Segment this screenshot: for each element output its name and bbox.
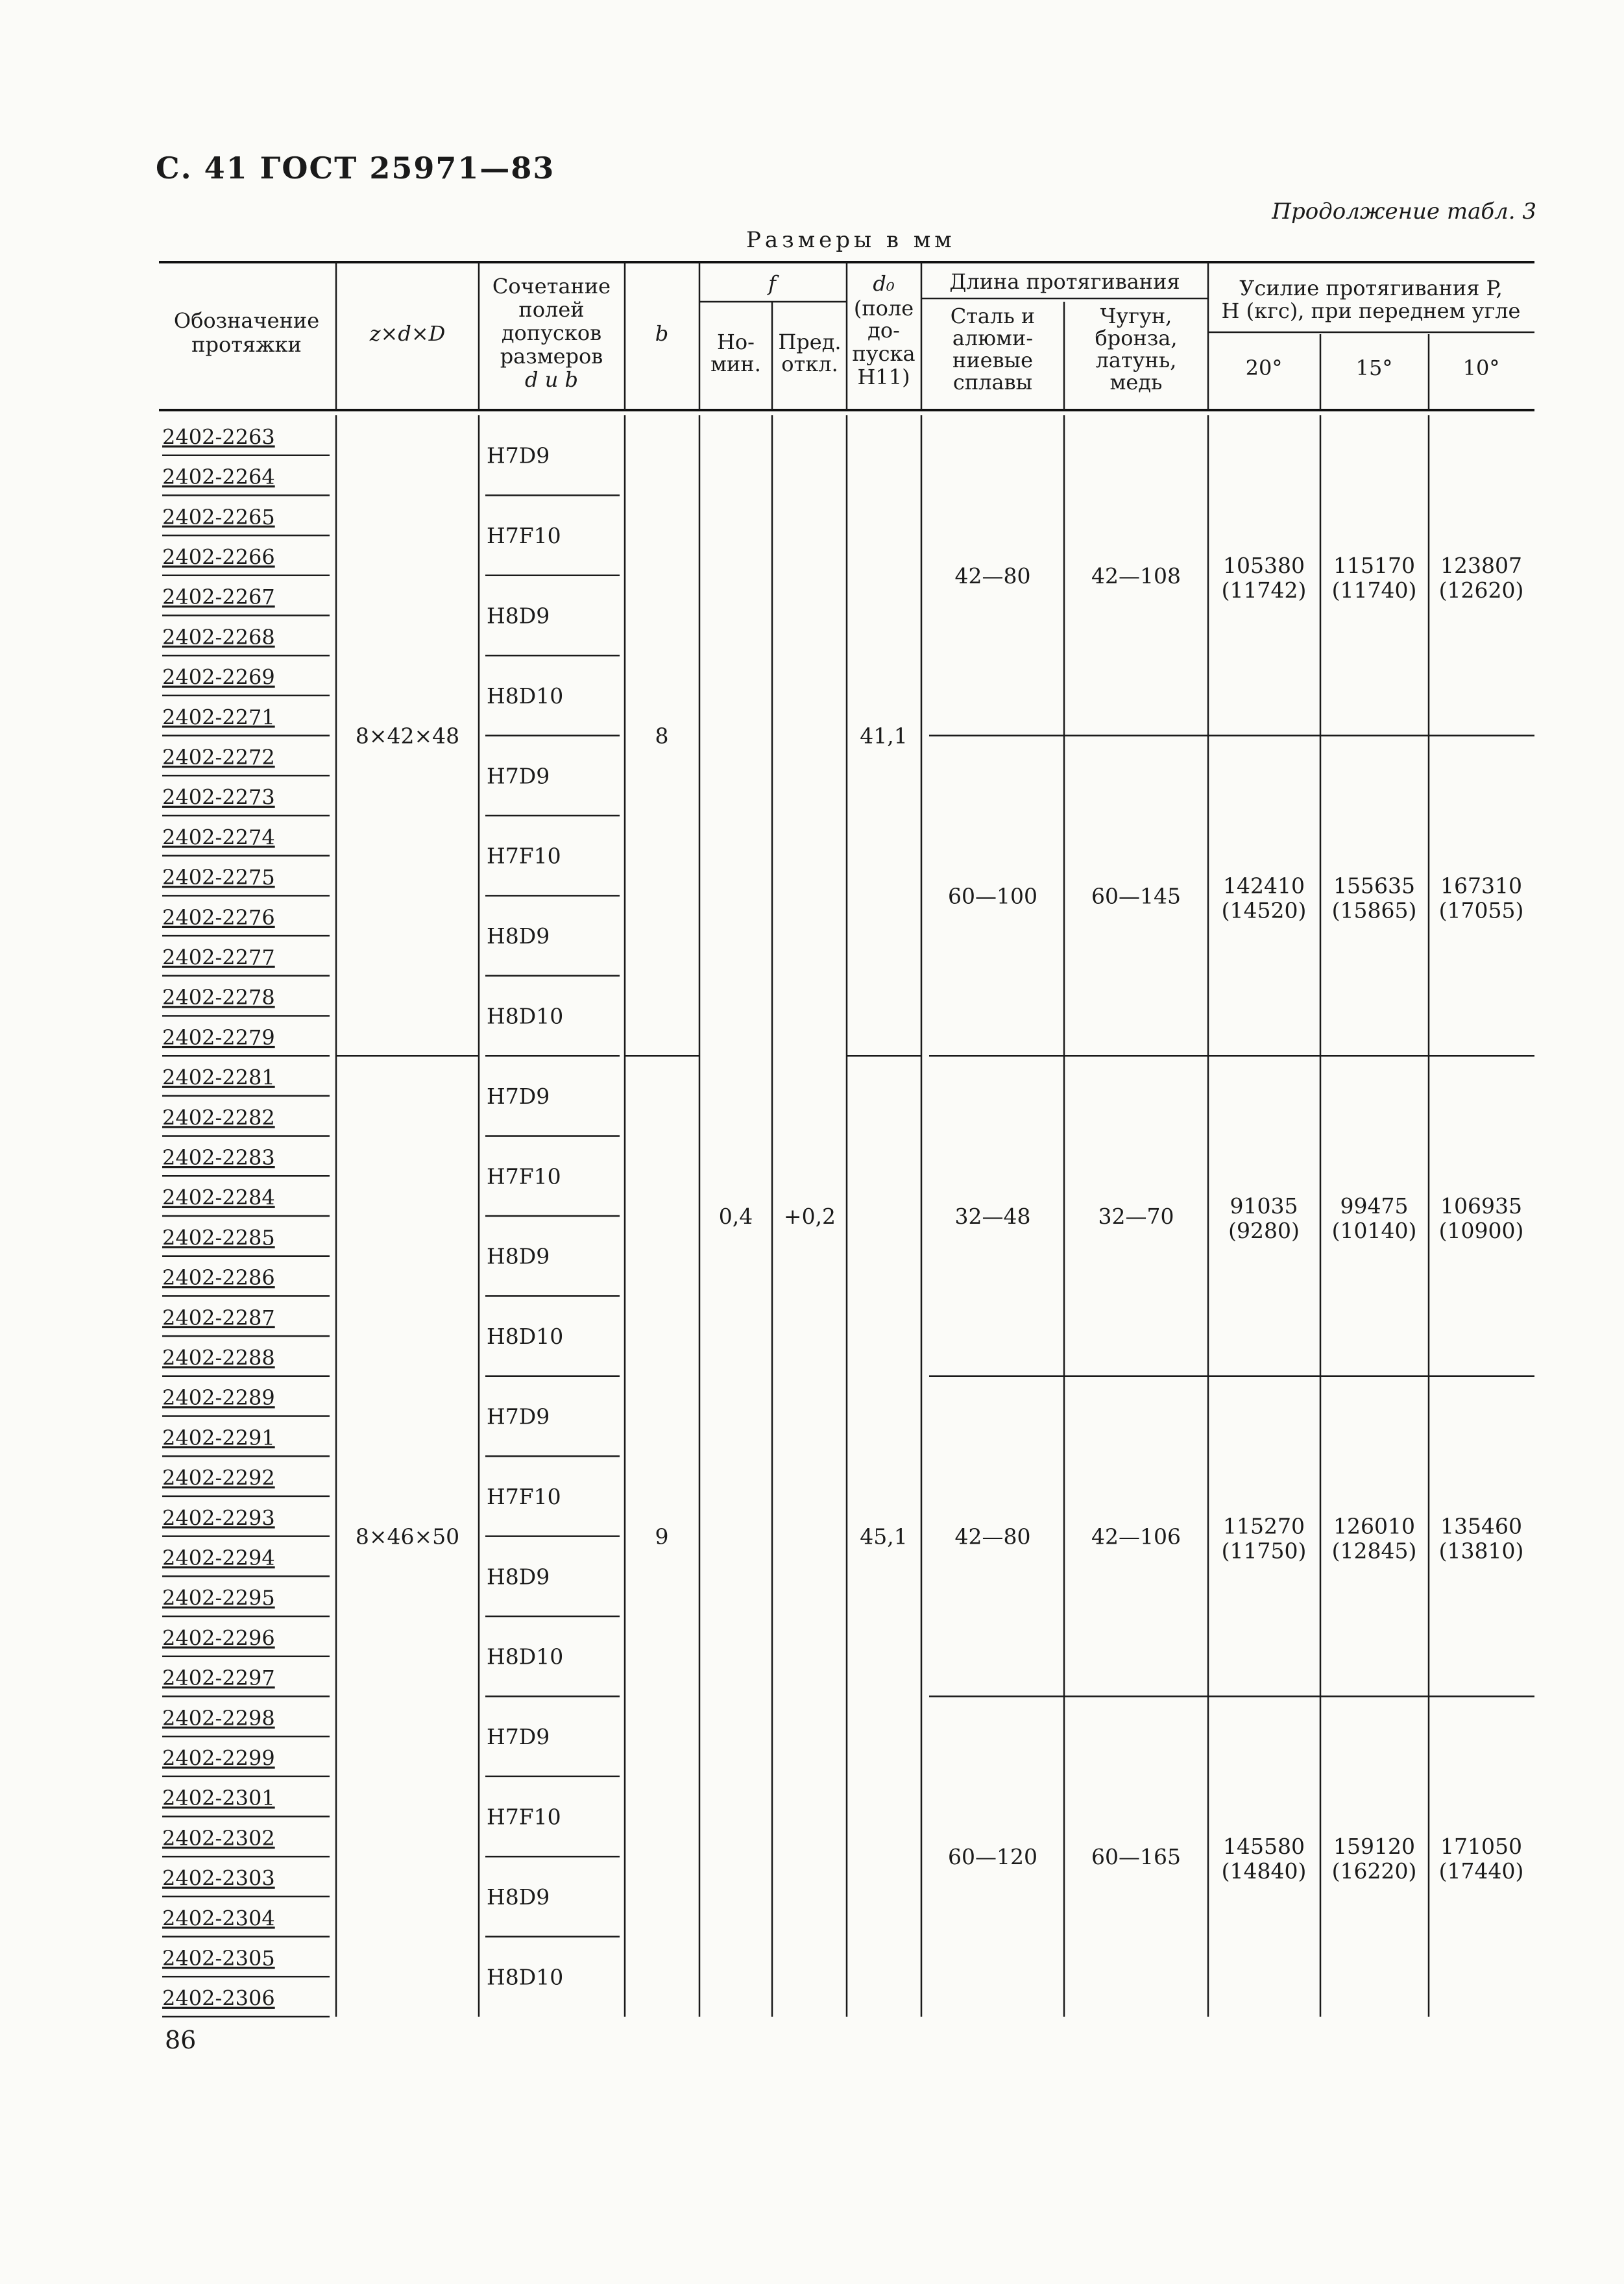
force-10-newton: 167310	[1440, 873, 1522, 899]
d0-value: 45,1	[860, 1524, 908, 1549]
col-designation-line-2: протяжки	[191, 332, 302, 357]
units-caption: Размеры в мм	[746, 227, 956, 253]
col-f-nom-1: Но-	[717, 330, 755, 354]
designation-code: 2402-2287	[162, 1305, 275, 1330]
col-d0-3: до-	[867, 318, 900, 343]
col-angle-20: 20°	[1245, 356, 1283, 380]
col-iron-4: медь	[1109, 370, 1163, 395]
length-iron-value: 42—108	[1091, 563, 1181, 589]
page-title: С. 41 ГОСТ 25971—83	[156, 151, 555, 186]
force-10-kgf: (13810)	[1438, 1538, 1524, 1564]
tolerance-cell: H7D9	[487, 1724, 550, 1750]
force-10-newton: 106935	[1440, 1193, 1522, 1219]
force-15-kgf: (12845)	[1331, 1538, 1417, 1564]
b-value: 8	[655, 723, 669, 749]
designation-code: 2402-2285	[162, 1225, 275, 1250]
designation-code: 2402-2284	[162, 1185, 275, 1210]
force-10-kgf: (10900)	[1438, 1218, 1524, 1243]
col-zdD: z×d×D	[369, 321, 446, 346]
col-tolerance-line-3: допусков	[501, 321, 602, 345]
designation-code: 2402-2286	[162, 1265, 275, 1291]
col-tolerance-line-5: d и b	[525, 367, 578, 392]
zdD-value: 8×46×50	[355, 1524, 460, 1549]
tolerance-cell: H8D9	[487, 603, 550, 629]
col-f: f	[768, 271, 776, 296]
length-steel-value: 32—48	[954, 1204, 1031, 1229]
designation-code: 2402-2304	[162, 1906, 275, 1931]
designation-code: 2402-2298	[162, 1705, 275, 1731]
col-iron-3: латунь,	[1095, 348, 1177, 372]
table-continuation-label: Продолжение табл. 3	[1272, 199, 1536, 225]
col-f-nom-2: мин.	[710, 352, 761, 376]
force-10-kgf: (12620)	[1438, 577, 1524, 603]
force-15-kgf: (15865)	[1331, 897, 1417, 923]
designation-code: 2402-2302	[162, 1825, 275, 1851]
designation-code: 2402-2299	[162, 1745, 275, 1771]
length-iron-value: 60—145	[1091, 883, 1181, 909]
force-10-newton: 135460	[1440, 1513, 1522, 1539]
designation-code: 2402-2292	[162, 1465, 275, 1490]
force-20-newton: 115270	[1223, 1513, 1305, 1539]
force-10-newton: 171050	[1440, 1834, 1522, 1860]
designation-code: 2402-2301	[162, 1786, 275, 1811]
length-steel-value: 60—100	[948, 883, 1037, 909]
col-length-group: Длина протягивания	[949, 269, 1180, 294]
designation-code: 2402-2281	[162, 1065, 275, 1090]
tolerance-cell: H8D9	[487, 1884, 550, 1910]
col-angle-15: 15°	[1355, 356, 1393, 380]
force-10-kgf: (17440)	[1438, 1858, 1524, 1884]
force-15-newton: 115170	[1333, 552, 1415, 578]
length-iron-value: 42—106	[1091, 1524, 1181, 1549]
force-20-kgf: (11750)	[1221, 1538, 1307, 1564]
table-body	[162, 415, 1534, 2017]
force-15-newton: 155635	[1333, 873, 1415, 899]
force-20-newton: 142410	[1223, 873, 1305, 899]
length-steel-value: 60—120	[948, 1844, 1037, 1870]
designation-code: 2402-2277	[162, 945, 275, 970]
tolerance-cell: H8D10	[487, 1324, 564, 1350]
designation-code: 2402-2265	[162, 504, 275, 529]
col-tolerance-line-4: размеров	[500, 344, 603, 369]
force-20-kgf: (14840)	[1221, 1858, 1307, 1884]
col-d0-4: пуска	[852, 341, 915, 366]
designation-code: 2402-2296	[162, 1625, 275, 1651]
tolerance-cell: H7F10	[487, 523, 561, 549]
designation-code: 2402-2273	[162, 784, 275, 810]
tolerance-cell: H8D10	[487, 1644, 564, 1670]
designation-code: 2402-2274	[162, 825, 275, 850]
designation-code: 2402-2275	[162, 865, 275, 890]
page-number: 86	[165, 2026, 197, 2054]
designation-code: 2402-2272	[162, 745, 275, 770]
designation-code: 2402-2289	[162, 1385, 275, 1411]
tolerance-cell: H8D10	[487, 1964, 564, 1990]
designation-code: 2402-2306	[162, 1986, 275, 2011]
length-steel-value: 42—80	[954, 1524, 1031, 1549]
col-steel-4: сплавы	[952, 370, 1033, 395]
force-15-kgf: (11740)	[1331, 577, 1417, 603]
col-force-group-1: Усилие протягивания P,	[1239, 276, 1503, 300]
tolerance-cell: H7D9	[487, 1083, 550, 1109]
col-force-group-2: Н (кгс), при переднем угле	[1221, 298, 1521, 323]
col-steel-1: Сталь и	[950, 304, 1036, 328]
designation-code: 2402-2279	[162, 1025, 275, 1050]
designation-code: 2402-2303	[162, 1865, 275, 1891]
tolerance-cell: H8D10	[487, 1003, 564, 1029]
tolerance-cell: H7F10	[487, 843, 561, 869]
f-deviation-value: +0,2	[783, 1204, 836, 1229]
force-15-newton: 126010	[1333, 1513, 1415, 1539]
designation-code: 2402-2295	[162, 1585, 275, 1610]
col-iron-2: бронза,	[1095, 326, 1178, 350]
force-15-newton: 159120	[1333, 1834, 1415, 1860]
designation-code: 2402-2297	[162, 1666, 275, 1691]
col-tolerance-line-2: полей	[518, 297, 585, 322]
length-steel-value: 42—80	[954, 563, 1031, 589]
tolerance-cell: H7F10	[487, 1483, 561, 1509]
designation-code: 2402-2278	[162, 985, 275, 1010]
col-f-dev-1: Пред.	[778, 330, 842, 354]
force-15-newton: 99475	[1340, 1193, 1409, 1219]
col-b: b	[655, 321, 669, 346]
col-designation-line-1: Обозначение	[173, 308, 320, 333]
designation-code: 2402-2288	[162, 1345, 275, 1370]
designation-code: 2402-2267	[162, 585, 275, 610]
col-d0-2: (поле	[853, 296, 914, 321]
designation-code: 2402-2276	[162, 905, 275, 930]
designation-code: 2402-2305	[162, 1946, 275, 1971]
tolerance-cell: H7F10	[487, 1804, 561, 1830]
col-iron-1: Чугун,	[1100, 304, 1172, 328]
length-iron-value: 60—165	[1091, 1844, 1181, 1870]
col-d0-1: d₀	[873, 271, 895, 296]
designation-code: 2402-2263	[162, 424, 275, 450]
designation-code: 2402-2282	[162, 1105, 275, 1130]
force-20-newton: 91035	[1230, 1193, 1298, 1219]
zdD-value: 8×42×48	[355, 723, 460, 749]
tolerance-cell: H7D9	[487, 443, 550, 468]
tolerance-cell: H7D9	[487, 1403, 550, 1429]
col-tolerance-line-1: Сочетание	[492, 274, 611, 298]
force-20-newton: 105380	[1223, 552, 1305, 578]
d0-value: 41,1	[860, 723, 908, 749]
col-f-dev-2: откл.	[781, 352, 838, 376]
designation-code: 2402-2266	[162, 544, 275, 570]
force-15-kgf: (10140)	[1331, 1218, 1417, 1243]
designation-code: 2402-2271	[162, 705, 275, 730]
length-iron-value: 32—70	[1098, 1204, 1174, 1229]
force-20-kgf: (14520)	[1221, 897, 1307, 923]
tolerance-cell: H8D9	[487, 923, 550, 949]
designation-code: 2402-2283	[162, 1145, 275, 1171]
force-20-newton: 145580	[1223, 1834, 1305, 1860]
force-10-kgf: (17055)	[1438, 897, 1524, 923]
tolerance-cell: H7D9	[487, 763, 550, 789]
designation-code: 2402-2264	[162, 465, 275, 490]
designation-code: 2402-2294	[162, 1546, 275, 1571]
designation-code: 2402-2291	[162, 1425, 275, 1450]
tolerance-cell: H8D9	[487, 1243, 550, 1269]
tolerance-cell: H7F10	[487, 1163, 561, 1189]
designation-code: 2402-2269	[162, 664, 275, 690]
f-nominal-value: 0,4	[718, 1204, 753, 1229]
tolerance-cell: H8D10	[487, 683, 564, 709]
designation-code: 2402-2293	[162, 1505, 275, 1531]
force-20-kgf: (9280)	[1228, 1218, 1300, 1243]
col-steel-2: алюми-	[952, 326, 1034, 350]
force-20-kgf: (11742)	[1221, 577, 1307, 603]
col-steel-3: ниевые	[952, 348, 1034, 372]
col-angle-10: 10°	[1462, 356, 1500, 380]
designation-code: 2402-2268	[162, 624, 275, 650]
force-10-newton: 123807	[1440, 552, 1522, 578]
tolerance-cell: H8D9	[487, 1564, 550, 1590]
col-d0-5: H11)	[857, 365, 910, 389]
force-15-kgf: (16220)	[1331, 1858, 1417, 1884]
b-value: 9	[655, 1524, 669, 1549]
